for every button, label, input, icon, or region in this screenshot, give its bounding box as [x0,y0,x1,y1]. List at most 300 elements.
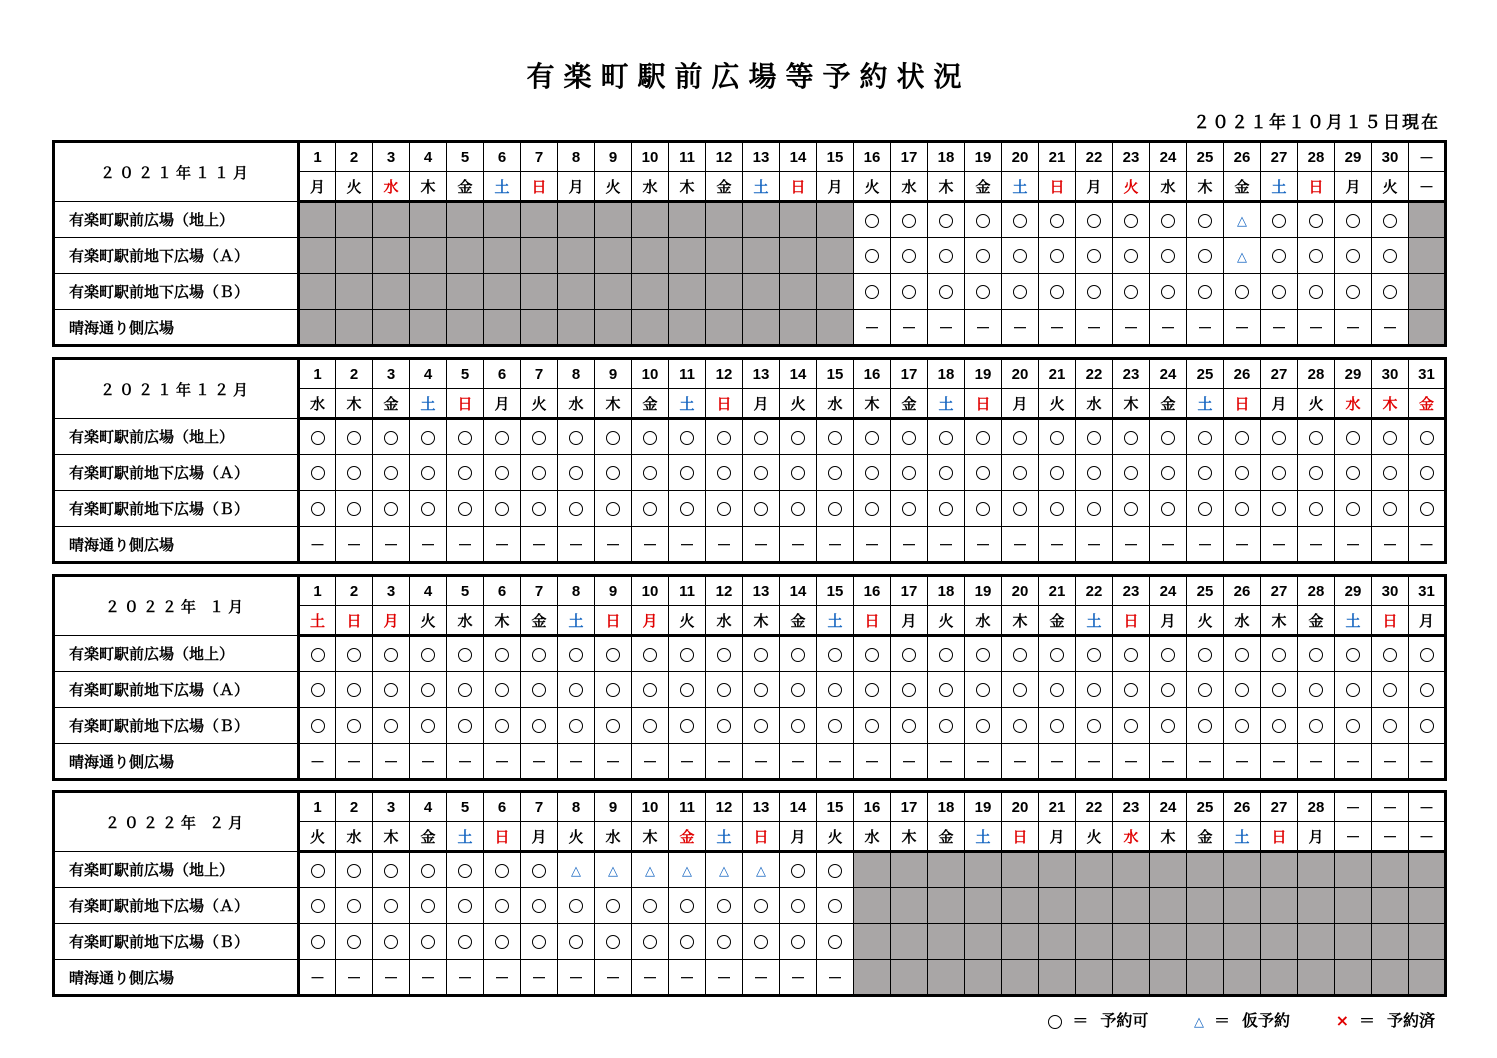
circle-icon [495,466,509,480]
circle-icon [1309,648,1323,662]
status-cell [521,960,558,996]
status-cell [521,636,558,672]
circle-icon [532,648,546,662]
circle-icon [828,899,842,913]
unavailable-cell [1224,924,1261,960]
circle-icon [1346,466,1360,480]
circle-icon [828,683,842,697]
status-cell [1298,636,1335,672]
circle-icon [495,683,509,697]
unavailable-cell [632,274,669,310]
status-cell [1002,202,1039,238]
triangle-icon: △ [719,864,729,879]
circle-icon [384,431,398,445]
circle-icon [421,899,435,913]
circle-icon [643,935,657,949]
day-number: 29 [1335,142,1372,172]
dash-icon: － [1382,318,1398,337]
weekday: 金 [965,172,1002,202]
day-number: 20 [1002,359,1039,389]
status-cell [706,636,743,672]
circle-icon [532,683,546,697]
weekday: 日 [1224,389,1261,419]
unavailable-cell [1076,924,1113,960]
day-number: 4 [410,142,447,172]
weekday: 月 [1261,389,1298,419]
circle-icon [1050,502,1064,516]
status-cell [965,274,1002,310]
unavailable-cell [891,852,928,888]
status-cell [336,852,373,888]
circle-icon [1124,285,1138,299]
circle-icon [791,431,805,445]
status-cell [336,924,373,960]
status-cell [743,888,780,924]
status-cell [1298,202,1335,238]
status-cell [1002,672,1039,708]
day-number: 1 [299,142,336,172]
dash-icon: － [642,968,658,987]
status-cell [521,527,558,563]
unavailable-cell [1150,852,1187,888]
venue-row [54,960,1446,996]
day-number: 31 [1409,359,1446,389]
day-number: 23 [1113,359,1150,389]
dash-icon: － [1197,752,1213,771]
day-number: 8 [558,792,595,822]
status-cell [928,202,965,238]
circle-icon [643,431,657,445]
day-number: 18 [928,576,965,606]
circle-icon [1013,683,1027,697]
month-label: ２０２１年１２月 [54,359,299,419]
status-cell [743,455,780,491]
circle-icon [532,466,546,480]
unavailable-cell [1002,960,1039,996]
day-number: 21 [1039,359,1076,389]
status-cell [1113,310,1150,346]
triangle-icon: △ [645,864,655,879]
unavailable-cell [1409,238,1446,274]
circle-icon [717,719,731,733]
unavailable-cell [484,310,521,346]
weekday: 月 [632,606,669,636]
status-cell [1409,672,1446,708]
weekday: 火 [1039,389,1076,419]
weekday: 日 [484,822,521,852]
day-number: 7 [521,359,558,389]
circle-icon [939,249,953,263]
status-cell [521,672,558,708]
circle-icon [311,431,325,445]
circle-icon [569,719,583,733]
dash-icon: － [1271,318,1287,337]
day-number: 29 [1335,359,1372,389]
status-cell [410,491,447,527]
weekday: 日 [706,389,743,419]
circle-icon [1087,285,1101,299]
circle-icon [1161,214,1175,228]
dash-icon: － [975,752,991,771]
dash-icon: － [1271,752,1287,771]
status-cell [1409,419,1446,455]
status-cell [299,960,336,996]
status-cell [336,960,373,996]
venue-row [54,708,1446,744]
legend-eq: ＝ [1072,1011,1089,1030]
status-cell [817,888,854,924]
circle-icon [347,935,361,949]
day-number: 23 [1113,792,1150,822]
weekday: 月 [1039,822,1076,852]
circle-icon [1272,466,1286,480]
circle-icon [902,648,916,662]
day-number: 28 [1298,142,1335,172]
dash-icon: － [790,968,806,987]
day-number: 21 [1039,142,1076,172]
status-cell [484,455,521,491]
circle-icon [1050,648,1064,662]
status-cell [1187,419,1224,455]
day-number: 15 [817,359,854,389]
month-table [52,140,1447,347]
dash-icon: － [346,968,362,987]
month-table [52,574,1447,781]
status-cell [780,455,817,491]
status-cell [780,744,817,780]
circle-icon [754,935,768,949]
dash-icon: － [309,968,325,987]
status-cell [1002,310,1039,346]
dash-icon: － [1345,752,1361,771]
circle-icon [643,466,657,480]
venue-label: 有楽町駅前広場（地上） [54,202,299,238]
weekday: 水 [447,606,484,636]
status-cell [928,419,965,455]
circle-icon [1013,648,1027,662]
unavailable-cell [817,310,854,346]
status-cell [1039,202,1076,238]
unavailable-cell [1187,852,1224,888]
dash-icon: － [605,968,621,987]
unavailable-cell [1261,924,1298,960]
dash-icon: － [827,752,843,771]
status-cell [632,491,669,527]
status-cell [965,744,1002,780]
status-cell [521,419,558,455]
unavailable-cell [1150,960,1187,996]
status-cell [632,672,669,708]
dash-icon: － [827,968,843,987]
circle-icon [569,431,583,445]
status-cell [669,636,706,672]
status-cell [1372,744,1409,780]
page-title: 有楽町駅前広場等予約状況 [526,60,971,93]
unavailable-cell [928,960,965,996]
status-cell [854,672,891,708]
status-cell [706,708,743,744]
unavailable-cell [484,274,521,310]
status-cell [373,960,410,996]
circle-icon [1013,466,1027,480]
status-cell [1039,238,1076,274]
venue-label: 晴海通り側広場 [54,744,299,780]
circle-icon [1272,719,1286,733]
circle-icon [347,648,361,662]
unavailable-cell [743,310,780,346]
status-cell [1224,238,1261,274]
day-number: 1 [299,792,336,822]
status-cell [299,491,336,527]
dash-icon: － [901,318,917,337]
day-number: 5 [447,792,484,822]
circle-icon [458,648,472,662]
dash-icon: － [864,752,880,771]
status-cell [854,238,891,274]
status-cell [1335,527,1372,563]
circle-icon [717,466,731,480]
circle-icon [384,466,398,480]
day-number: 8 [558,142,595,172]
unavailable-cell [1409,924,1446,960]
triangle-icon: △ [756,864,766,879]
day-number: 9 [595,576,632,606]
unavailable-cell [299,238,336,274]
circle-icon [1198,249,1212,263]
weekday: 水 [854,822,891,852]
circle-icon [1124,214,1138,228]
status-cell [965,527,1002,563]
circle-icon [1235,683,1249,697]
weekday: 日 [521,172,558,202]
venue-label: 有楽町駅前地下広場（Ｂ） [54,924,299,960]
status-cell [1113,202,1150,238]
circle-icon [1309,683,1323,697]
day-number: 22 [1076,359,1113,389]
status-cell [1113,491,1150,527]
day-number: 9 [595,359,632,389]
day-number: 15 [817,142,854,172]
unavailable-cell [558,310,595,346]
status-cell [1002,744,1039,780]
dash-icon: － [1012,318,1028,337]
status-cell [669,960,706,996]
day-number: 21 [1039,792,1076,822]
weekday: 水 [299,389,336,419]
circle-icon [828,719,842,733]
triangle-icon: △ [1193,1015,1204,1030]
status-cell [484,636,521,672]
circle-icon [1346,431,1360,445]
status-cell [1298,527,1335,563]
day-number: 14 [780,792,817,822]
status-cell [1224,636,1261,672]
unavailable-cell [1076,960,1113,996]
day-number: 17 [891,792,928,822]
weekday: 日 [965,389,1002,419]
unavailable-cell [780,202,817,238]
day-number: 17 [891,142,928,172]
day-number: 19 [965,359,1002,389]
day-number: 30 [1372,142,1409,172]
unavailable-cell [965,888,1002,924]
status-cell [965,238,1002,274]
venue-row [54,455,1446,491]
dash-icon: － [1418,535,1434,554]
circle-icon [1420,466,1434,480]
dash-icon: － [1197,535,1213,554]
cross-icon: × [1335,1011,1349,1030]
status-cell [965,419,1002,455]
weekday: 水 [1335,389,1372,419]
circle-icon [1124,249,1138,263]
dash-icon: － [864,535,880,554]
status-cell [1335,744,1372,780]
weekday: 日 [1298,172,1335,202]
day-number: 16 [854,142,891,172]
status-cell [410,744,447,780]
status-cell [595,960,632,996]
circle-icon [1346,214,1360,228]
venue-label: 有楽町駅前地下広場（Ｂ） [54,491,299,527]
legend-label: 仮予約 [1241,1011,1290,1030]
circle-icon [532,864,546,878]
unavailable-cell [1335,960,1372,996]
status-cell [965,455,1002,491]
circle-icon [754,648,768,662]
circle-icon [828,466,842,480]
status-cell [928,744,965,780]
dash-icon: － [1086,318,1102,337]
circle-icon [939,502,953,516]
circle-icon [421,719,435,733]
dash-icon: － [531,968,547,987]
weekday: 水 [595,822,632,852]
dash-icon: － [679,752,695,771]
dash-icon: － [420,752,436,771]
status-cell [817,744,854,780]
dash-icon: － [605,535,621,554]
dash-icon: － [679,535,695,554]
day-number: 4 [410,792,447,822]
circle-icon [495,502,509,516]
dash-icon: － [642,752,658,771]
unavailable-cell [1076,852,1113,888]
unavailable-cell [521,310,558,346]
circle-icon [1124,683,1138,697]
legend-label: 予約可 [1100,1011,1149,1030]
dash-icon: － [420,535,436,554]
circle-icon [421,683,435,697]
status-cell [1187,274,1224,310]
circle-icon [1309,214,1323,228]
circle-icon [1087,683,1101,697]
unavailable-cell [706,310,743,346]
status-cell [854,636,891,672]
dash-icon: － [420,968,436,987]
dash-icon: － [1160,318,1176,337]
circle-icon [495,935,509,949]
circle-icon [791,648,805,662]
status-cell [558,455,595,491]
day-number: 14 [780,576,817,606]
circle-icon [902,285,916,299]
circle-icon [347,864,361,878]
circle-icon [606,466,620,480]
status-cell [1409,527,1446,563]
dash-icon: － [457,752,473,771]
circle-icon [311,683,325,697]
status-cell [1076,708,1113,744]
triangle-icon: △ [571,864,581,879]
status-cell [558,708,595,744]
circle-icon [1198,285,1212,299]
venue-row [54,924,1446,960]
circle-icon [384,502,398,516]
status-cell [1076,491,1113,527]
circle-icon [569,683,583,697]
circle-icon [1198,683,1212,697]
weekday: 日 [1039,172,1076,202]
dash-icon: － [1049,318,1065,337]
status-cell [891,527,928,563]
circle-icon [1161,431,1175,445]
circle-icon [717,935,731,949]
circle-icon [458,935,472,949]
circle-icon [1087,648,1101,662]
status-cell [1150,744,1187,780]
day-number: 7 [521,792,558,822]
status-cell [1113,238,1150,274]
day-number: 6 [484,792,521,822]
weekday: 木 [1113,389,1150,419]
unavailable-cell [1335,924,1372,960]
weekday: 木 [632,822,669,852]
status-cell [1187,708,1224,744]
circle-icon [384,648,398,662]
day-number: 22 [1076,576,1113,606]
weekday: 水 [373,172,410,202]
weekday: 土 [558,606,595,636]
unavailable-cell [780,274,817,310]
circle-icon [865,719,879,733]
status-cell [410,455,447,491]
circle-icon [791,864,805,878]
status-cell [669,419,706,455]
unavailable-cell [1409,274,1446,310]
weekday: 火 [817,822,854,852]
circle-icon [1346,249,1360,263]
status-cell [780,527,817,563]
venue-row [54,491,1446,527]
weekday: 月 [484,389,521,419]
circle-icon [1272,214,1286,228]
status-cell [1372,202,1409,238]
dash-icon: － [901,752,917,771]
status-cell [891,274,928,310]
circle-icon [311,648,325,662]
circle-icon [1048,1015,1062,1029]
day-number: 12 [706,142,743,172]
weekday: 月 [743,389,780,419]
status-cell [595,455,632,491]
circle-icon [1383,502,1397,516]
status-cell [817,852,854,888]
status-cell [706,744,743,780]
day-number: 6 [484,576,521,606]
weekday: 木 [928,172,965,202]
status-cell [743,852,780,888]
